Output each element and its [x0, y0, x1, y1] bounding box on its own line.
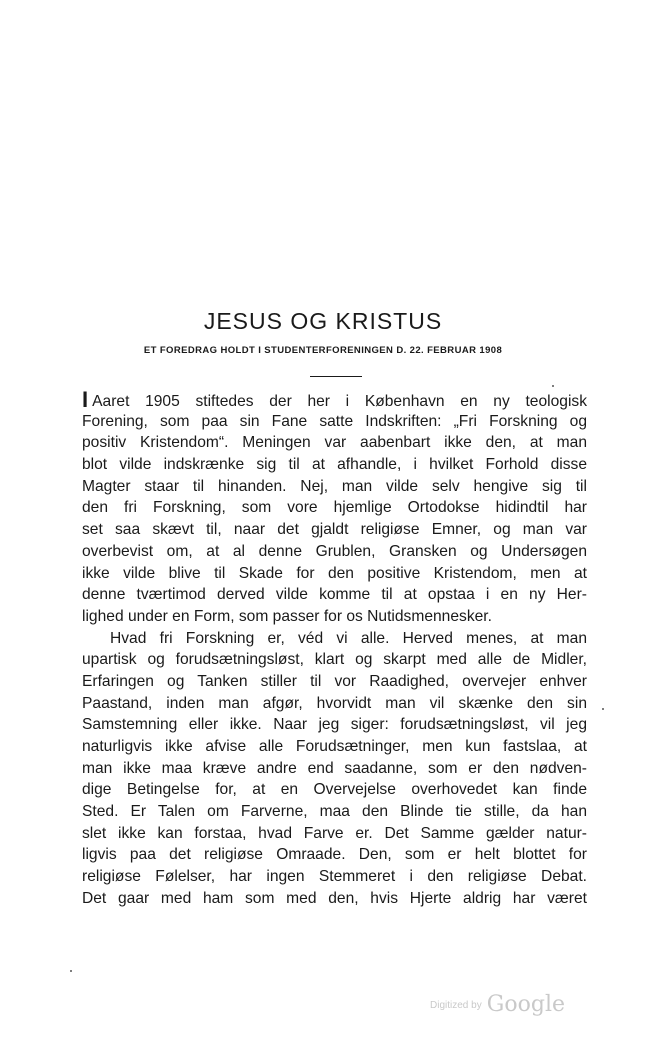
text-line: naturligvis ikke afvise alle Forudsætninger, men kun fastslaa, at — [82, 738, 587, 755]
text-line: den fri Forskning, som vore hjemlige Ortodokse hidindtil har — [82, 499, 587, 517]
text-line: Det gaar med ham som med den, hvis Hjerte aldrig har været — [82, 889, 587, 907]
text-line: dige Betingelse for, at en Overvejelse overhovedet kan finde — [82, 781, 587, 799]
body-text — [82, 389, 587, 910]
text-line: religiøse Følelser, har ingen Stemmeret i den religiøse Debat. — [82, 868, 587, 886]
chapter-subtitle: ET FOREDRAG HOLDT I STUDENTERFORENINGEN D. 22. FEBRUAR 1908 — [143, 345, 503, 356]
text-line: Erfaringen og Tanken stiller til vor Raadighed, overvejer enhver — [82, 672, 587, 690]
text-line: Magter staar til hinanden. Nej, man vilde selv hengive sig til — [82, 477, 587, 495]
text-line: denne tværtimod derved vilde komme til at opstaa i en ny Her- — [82, 586, 587, 604]
text-line: man ikke maa kræve andre end saadanne, som er den nødven- — [82, 759, 587, 777]
text-line: upartisk og forudsætningsløst, klart og skarpt med alle de Midler, — [82, 651, 587, 669]
title-divider — [310, 376, 362, 377]
speck-mark — [70, 970, 72, 972]
drop-cap: I — [82, 387, 89, 412]
watermark-brand: Google — [486, 992, 565, 1017]
text-line: Paastand, inden man afgør, hvorvidt man vil skænke den sin — [82, 694, 587, 712]
text-line: Sted. Er Talen om Farverne, maa den Blinde tie stille, da han — [82, 803, 587, 821]
text-line: ikke vilde blive til Skade for den positive Kristendom, men at — [82, 564, 587, 582]
chapter-title: JESUS OG KRISTUS — [203, 308, 443, 334]
digitized-watermark — [430, 992, 565, 1017]
text-line: overbevist om, at al denne Grublen, Gransken og Undersøgen — [82, 542, 587, 560]
speck-mark — [552, 385, 554, 387]
speck-mark — [602, 708, 604, 710]
text-line: slet ikke kan forstaa, hvad Farve er. Det Samme gælder natur- — [82, 824, 587, 842]
text-line: Hvad fri Forskning er, véd vi alle. Herved menes, at man — [110, 629, 587, 647]
text-line: Samstemning eller ikke. Naar jeg siger: forudsætningsløst, vil jeg — [82, 716, 587, 734]
text-line: ligvis paa det religiøse Omraade. Den, som er helt blottet for — [82, 846, 587, 864]
text-line: positiv Kristendom“. Meningen var aabenbart ikke den, at man — [82, 434, 587, 452]
text-line: I Aaret 1905 stiftedes der her i København en ny teologisk — [82, 387, 587, 412]
text-line: Forening, som paa sin Fane satte Indskriften: „Fri Forskning og — [82, 412, 587, 430]
text-line: lighed under en Form, som passer for os Nutidsmennesker. — [82, 607, 492, 625]
text-line: set saa skævt til, naar det gjaldt religiøse Emner, og man var — [82, 521, 587, 539]
text-line: blot vilde indskrænke sig til at afhandle, i hvilket Forhold disse — [82, 456, 587, 474]
watermark-prefix: Digitized by — [430, 1000, 482, 1011]
